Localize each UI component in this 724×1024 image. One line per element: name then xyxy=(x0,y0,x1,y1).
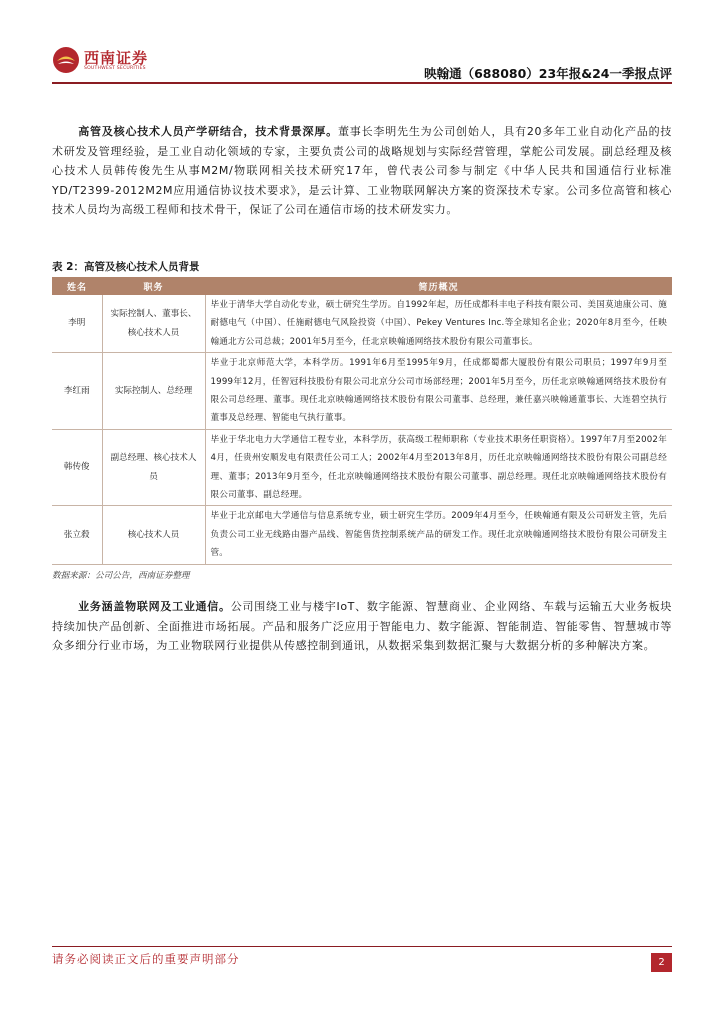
table-title: 表 2：高管及核心技术人员背景 xyxy=(52,261,200,273)
cell-name: 李明 xyxy=(52,295,102,353)
cell-name: 李红雨 xyxy=(52,353,102,430)
logo-text-cn: 西南证券 xyxy=(84,49,149,67)
logo-text-en: SOUTHWEST SECURITIES xyxy=(84,66,146,71)
cell-role: 副总经理、核心技术人员 xyxy=(102,429,205,506)
cell-bio: 毕业于北京邮电大学通信与信息系统专业，硕士研究生学历。2009年4月至今，任映翰通有限及公司研发主管，先后负责公司工业无线路由器产品线、智能售货控制系统产品的研发工作。现任北京映翰通网络技术股份有限公司研发主管。 xyxy=(205,506,672,564)
cell-role: 核心技术人员 xyxy=(102,506,205,564)
management-table xyxy=(52,277,672,565)
footer-divider xyxy=(52,946,672,947)
cell-name: 张立殺 xyxy=(52,506,102,564)
cell-bio: 毕业于清华大学自动化专业，硕士研究生学历。自1992年起，历任成都科丰电子科技有限公司、美国莫迪康公司、施耐德电气（中国）、任施耐德电气风险投资（中国）、Pekey Ventures Inc.等全球知名企业；2020年8月至今，任映翰通北方公司总裁；2001年5月至今，任北京映翰通网络技术股份有限公司董事长。 xyxy=(205,295,672,353)
header-name: 姓名 xyxy=(52,277,102,295)
logo-emblem-icon xyxy=(52,46,80,74)
header-role: 职务 xyxy=(102,277,205,295)
header-bio: 简历概况 xyxy=(205,277,672,295)
header-divider xyxy=(52,82,672,84)
cell-role: 实际控制人、总经理 xyxy=(102,353,205,430)
paragraph-lead: 高管及核心技术人员产学研结合，技术背景深厚。 xyxy=(78,125,338,138)
table-row xyxy=(52,353,672,430)
report-title: 映翰通（688080）23年报&24一季报点评 xyxy=(424,66,672,81)
table-row xyxy=(52,429,672,506)
management-paragraph xyxy=(52,122,672,220)
table-row xyxy=(52,295,672,353)
company-logo xyxy=(52,44,152,76)
cell-role: 实际控制人、董事长、核心技术人员 xyxy=(102,295,205,353)
paragraph-body: 董事长李明先生为公司创始人，具有20多年工业自动化产品的技术研发及管理经验，是工业自动化领域的专家，主要负责公司的战略规划与实际经营管理，掌舵公司发展。副总经理及核心技术人员韩传俊先生从事M2M/物联网相关技术研究17年，曾代表公司参与制定《中华人民共和国通信行业标准YD/T2399-2012M2M应用通信协议技术要求》，是云计算、工业物联网解决方案的资深技术专家。公司多位高管和核心技术人员均为高级工程师和技术骨干，保证了公司在通信市场的技术研发实力。 xyxy=(52,125,672,217)
paragraph-lead: 业务涵盖物联网及工业通信。 xyxy=(78,600,231,613)
table-row xyxy=(52,506,672,564)
cell-bio: 毕业于北京师范大学，本科学历。1991年6月至1995年9月，任成都蜀都大厦股份有限公司职员；1997年9月至1999年12月，任智冠科技股份有限公司北京分公司市场部经理；2001年5月至今，历任北京映翰通网络技术股份有限公司总经理、董事。现任北京映翰通网络技术股份有限公司董事、总经理，兼任嘉兴映翰通董事长、大连碧空执行董事及总经理、智能电气执行董事。 xyxy=(205,353,672,430)
table-source: 数据来源：公司公告，西南证券整理 xyxy=(52,571,190,581)
cell-bio: 毕业于华北电力大学通信工程专业，本科学历，获高级工程师职称（专业技术职务任职资格）。1997年7月至2002年4月，任贵州安顺发电有限责任公司工人；2002年4月至2013年8月，历任北京映翰通网络技术股份有限公司副总经理、董事；2013年9月至今，任北京映翰通网络技术股份有限公司董事、副总经理。现任北京映翰通网络技术股份有限公司董事、副总经理。 xyxy=(205,429,672,506)
cell-name: 韩传俊 xyxy=(52,429,102,506)
table-header-row xyxy=(52,277,672,295)
page-number: 2 xyxy=(651,953,672,972)
paragraph-body: 公司围绕工业与楼宇IoT、数字能源、智慧商业、企业网络、车载与运输五大业务板块持续加快产品创新、全面推进市场拓展。产品和服务广泛应用于智能电力、数字能源、智能制造、智能零售、智慧城市等众多细分行业市场，为工业物联网行业提供从传感控制到通讯，从数据采集到数据汇聚与大数据分析的多种解决方案。 xyxy=(52,600,672,653)
footer-disclaimer: 请务必阅读正文后的重要声明部分 xyxy=(52,952,240,966)
business-paragraph xyxy=(52,597,672,656)
